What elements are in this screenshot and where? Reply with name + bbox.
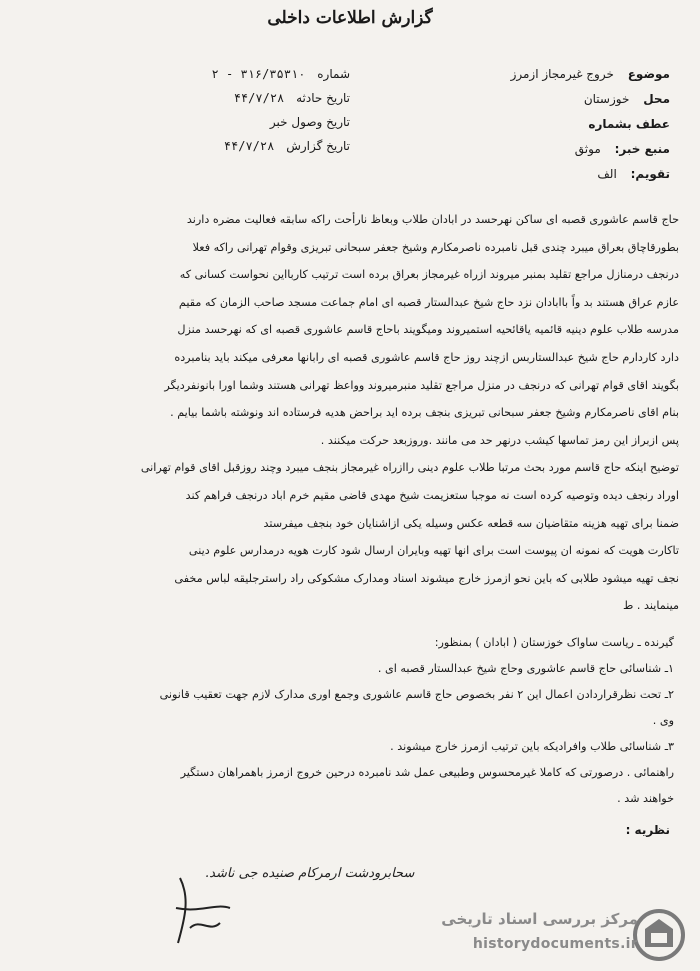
source-row [370,137,670,162]
body-line: بنام اقای ناصرمکارم وشیخ جعفر سبحانی تبریزی بنجف برده اید براحض هدیه فرستاده اند ونوشته باشما بیایم . [170,406,679,420]
body-line: بگویند اقای قوام تهرانی که درنجف در منزل مراجع تقلید منبرمیروند وواعظ تهرانی هستند وشما اورا بانونفردیگر [164,378,679,392]
incident-date-value: ۴۴/۷/۲۸ [233,91,285,105]
number-value: ۳۱۶/۳۵۳۱۰ - ۲ [211,67,306,81]
subject-value: خروج غیرمجاز ازمرز [510,67,614,81]
watermark-title: مرکز بررسی اسناد تاریخی [441,910,638,928]
page-title: گزارش اطلاعات داخلی [267,8,433,28]
body-line: ضمنا برای تهیه هزینه متقاضیان سه قطعه عکس وسیله یکی ازاشنایان خود بنجف میفرستد [263,516,679,530]
number-label: شماره [317,67,350,81]
subject-row [370,62,670,87]
source-label: منبع خبر: [614,142,670,156]
body-line: مدرسه طلاب علوم دینیه قائمیه یاقائحیه استمیروند ومیگویند باحاج قاسم عاشوری قصبه ای که نهرحسد منزل [177,323,679,337]
body-line: حاج قاسم عاشوری قصبه ای ساکن نهرحسد در ابادان طلاب وبعاظ نارأحت راکه سابقه فعالیت مضره دارند [186,213,679,226]
recipient-item-2-cont: وی . [652,714,674,727]
recipient-item-2: ۲ـ تحت نظرقراردادن اعمال این ۲ نفر بخصوص حاج قاسم عاشوری وجمع اوری مدارک لازم جهت تعقیب قانونی [159,688,674,701]
receipt-date-row [70,110,350,134]
recipient-item-3: ۳ـ شناسائی طلاب وافرادیکه باین ترتیب ازمرز خارج میشوند . [390,740,674,753]
assessment-value: الف [597,167,617,181]
incident-date-label: تاریخ حادثه [296,91,350,105]
number-row [70,62,350,86]
place-value: خوزستان [583,92,630,106]
opinion-label: نظریه : [625,823,670,837]
report-date-row [70,134,350,158]
meta-left [70,62,350,158]
body-line: توضیح اینکه حاج قاسم مورد بحث مرتبا طلاب علوم دینی راازراه غیرمجاز بنجف میبرد وچند روزقبل اقای قوام تهرانی [140,461,679,475]
body-line: دارد کاردارم حاج شیخ عبدالستاربس ازچند روز حاج قاسم عاشوری قصبه ای رابانها معرفی میکند باید بنامبرده [174,350,679,364]
signature-mark [170,858,420,958]
subject-label: موضوع [627,67,670,81]
watermark-url: historydocuments.ir [472,936,638,952]
body-line: درنجف درمنازل مراجع تقلید بمنبر میروند ازراه غیرمجاز بعراق برده است ترتیب کاربااین نحواست کسانی که [179,268,679,282]
meta-right [370,62,670,187]
recipients-section [24,630,674,812]
body-line: پس ازبراز این رمز تماسها کیشب درنهر حد می مانند .وروزبعد حرکت میکنند . [320,433,679,447]
body-line: مینمایند . ط [623,599,679,613]
incident-date-row [70,86,350,110]
body-line: بطورقاچاق بعراق میبرد چندی قبل نامبرده ناصرمکارم وشیخ جعفر سبحانی تبریزی وقوام تهرانی راکه فعلا [192,240,679,254]
receipt-date-label: تاریخ وصول خبر [269,115,350,129]
guidance-line-cont: خواهند شد . [617,792,674,805]
body-line: اوراد رنجف دیده وتوصیه کرده است نه موجبا ستعزیمت شیخ مهدی قاضی مقیم خرم اباد درنجف فراهم کند [185,488,679,502]
body-line: عازم عراق هستند بد واً باابادان نزد حاج شیخ عبدالستار قصبه ای امام جماعت مسجد صاحب الزمان که مقیم [178,295,679,309]
place-row [370,87,670,112]
place-label: محل [643,92,670,106]
assessment-label: تقویم: [630,167,670,181]
report-date-label: تاریخ گزارش [286,139,350,153]
handwritten-note: سحابرودشت ارمرکام صنیده جی ناشد. [205,866,415,881]
source-value: موثق [574,142,601,156]
body-line: تاکارت هویت که نمونه ان پیوست است برای انها تهیه وبایران ارسال شود کارت هویه درمدارس علوم دینی [188,544,679,558]
reference-label: عطف بشماره [588,117,670,131]
reference-row [370,112,670,137]
recipient-line: گیرنده ـ ریاست ساواک خوزستان ( ابادان ) بمنظور: [434,636,674,649]
guidance-line: راهنمائی . درصورتی که کاملا غیرمحسوس وطبیعی عمل شد نامبرده درحین خروج ازمرز باهمراهان دستگیر [180,766,674,779]
report-date-value: ۴۴/۷/۲۸ [223,139,275,153]
body-line: نجف تهیه میشود طلابی که باین نحو ازمرز خارج میشوند اسناد ومدارک مشکوکی راد راسترجلیقه لباس مخفی [174,571,679,585]
assessment-row [370,162,670,187]
recipient-item-1: ۱ـ شناسائی حاج قاسم عاشوری وحاج شیخ عبدالستار قصبه ای . [377,662,674,675]
report-body [24,206,679,620]
